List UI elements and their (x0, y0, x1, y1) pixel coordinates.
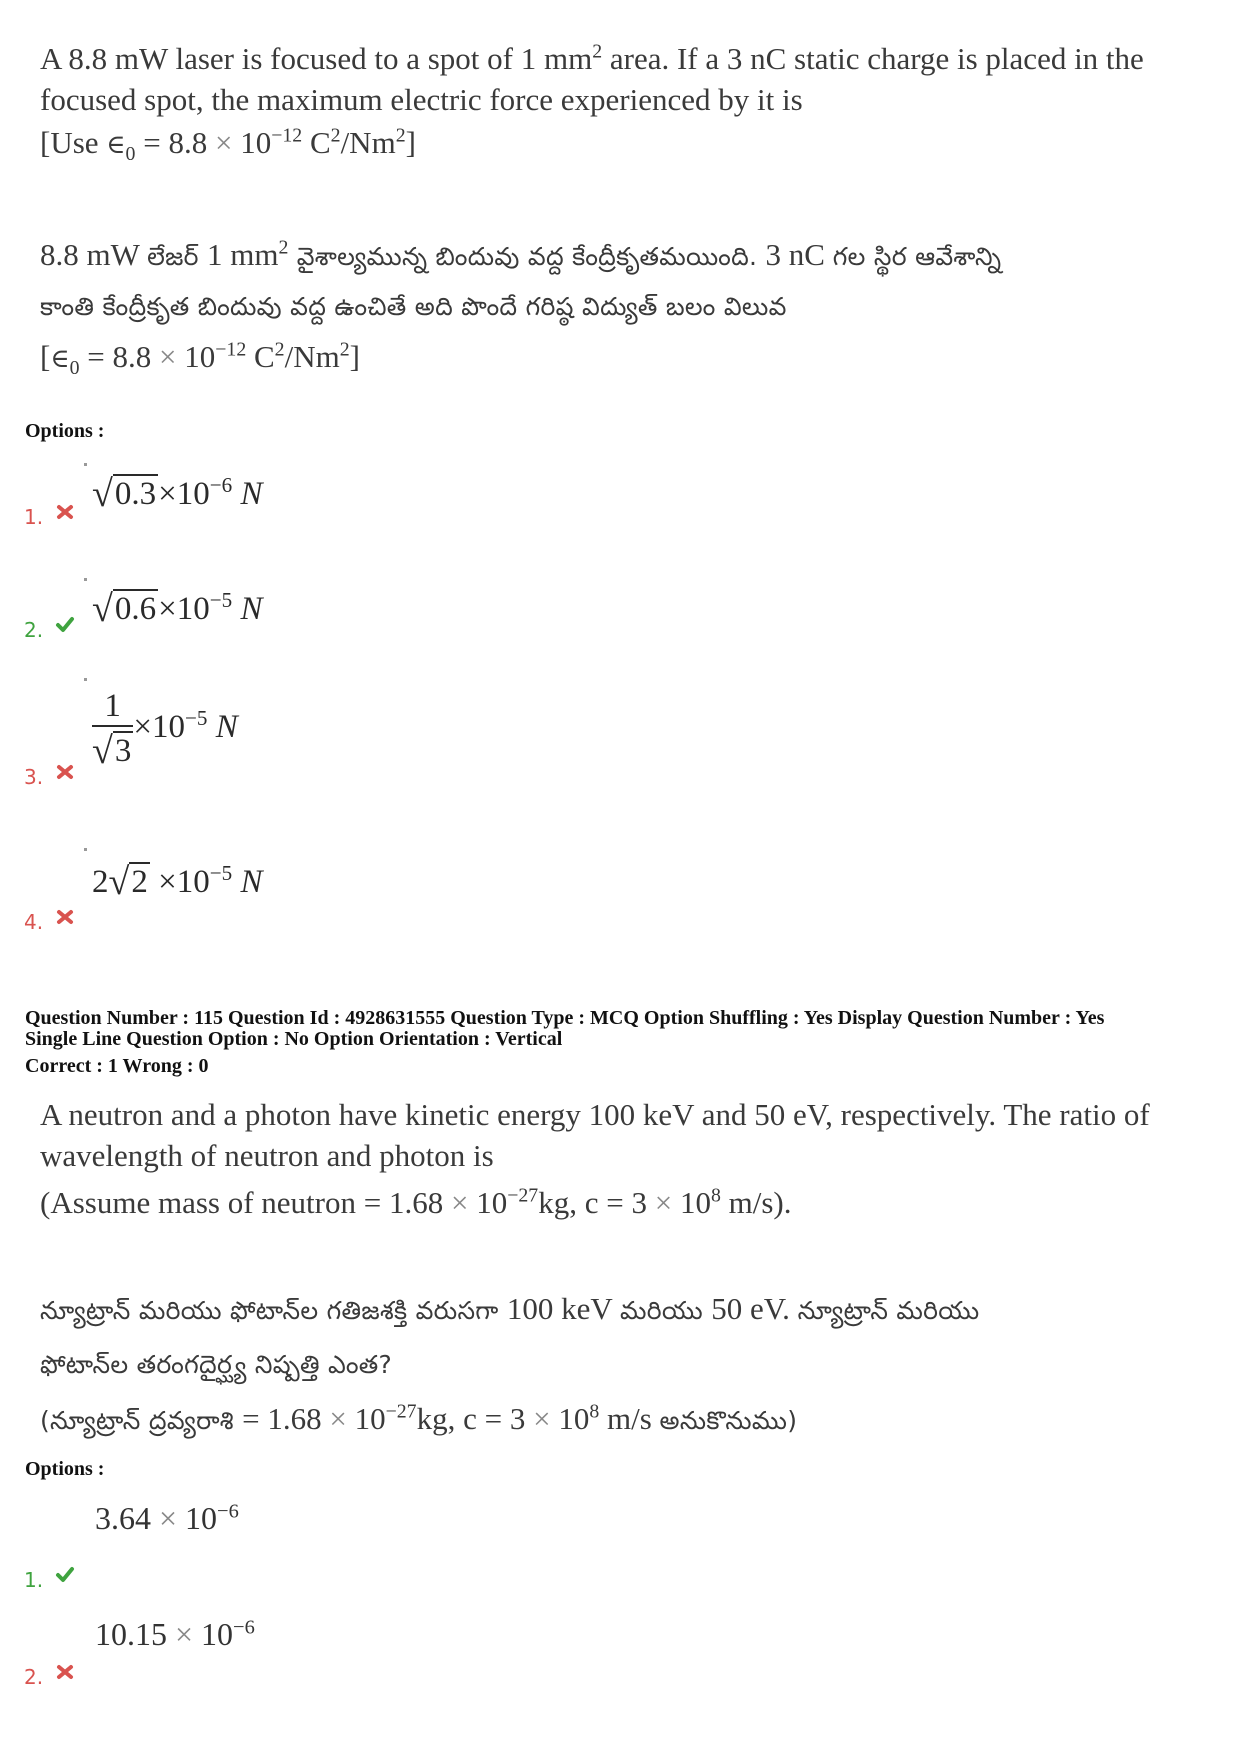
q114-option-4-formula: $2√2 \times 10^{-5}$ N (92, 861, 263, 903)
q115-option-2-number: 2. (24, 1665, 44, 1689)
q114-te-line2: కాంతి కేంద్రీకృత బిందువు వద్ద ఉంచితే అది పొందే గరిష్ఠ విద్యుత్ బలం విలువ (40, 292, 787, 321)
q115-telugu-stem (40, 1282, 1210, 1448)
q114-en-line3: [Use $\in_0 = 8.8 \times 10^{-12}$ $C^2/Nm^2$] (40, 124, 416, 166)
q115-meta-line2: Single Line Question Option : No Option Orientation : Vertical (25, 1028, 563, 1050)
q114-option-3-number: 3. (24, 765, 44, 789)
q114-te-line1: 8.8 mW లేజర్ 1 $mm^2$ వైశాల్యమున్న బిందువు వద్ద కేంద్రీకృతమయింది. 3 nC గల స్థిర ఆవేశాన్ని (40, 236, 1002, 272)
q115-english-stem (40, 1094, 1210, 1223)
q115-meta-line1: Question Number : 115 Question Id : 4928631555 Question Type : MCQ Option Shuffling : Yes Display Question Number : Yes (25, 1007, 1105, 1029)
option-dot (84, 578, 87, 581)
option-dot (84, 848, 87, 851)
check-icon (55, 1565, 75, 1585)
q114-option-2-number: 2. (24, 618, 44, 642)
cross-icon (55, 1662, 75, 1682)
q115-option-1-number: 1. (24, 1568, 44, 1592)
q115-marks: Correct : 1 Wrong : 0 (25, 1055, 209, 1077)
q115-option-1-value: $3.64 \times 10^{-6}$ (95, 1500, 239, 1536)
q115-te-line1: న్యూట్రాన్ మరియు ఫోటాన్‌ల గతిజశక్తి వరుసగా 100 keV మరియు 50 eV. న్యూట్రాన్ మరియు (40, 1291, 980, 1326)
q115-en-line2: wavelength of neutron and photon is (40, 1138, 494, 1173)
q114-options-label: Options : (25, 420, 105, 442)
q114-option-1-formula: $√0.3\times 10^{-6}$ N (92, 473, 263, 515)
q114-telugu-stem (40, 230, 1210, 384)
cross-icon (55, 762, 75, 782)
q114-option-2-formula: $√0.6\times 10^{-5}$ N (92, 588, 263, 630)
q115-en-line3: (Assume mass of neutron = $1.68 \times 10^{-27}kg$, $c = 3 \times 10^8$ m/s). (40, 1184, 792, 1220)
check-icon (55, 615, 75, 635)
q114-option-3-formula: $\frac{1}{√3}$ $\times 10^{-5}$ N (92, 688, 238, 772)
q114-en-line1: A 8.8 mW laser is focused to a spot of 1 $mm^2$ area. If a 3 nC static charge is placed in the (40, 40, 1144, 76)
q115-options-label: Options : (25, 1458, 105, 1480)
option-dot (84, 678, 87, 681)
q114-english-stem (40, 38, 1210, 165)
q115-te-line3: (న్యూట్రాన్ ద్రవ్యరాశి = $1.68 \times 10^{-27}kg$, $c = 3 \times 10^8$ m/s అనుకొనుము) (40, 1400, 798, 1436)
q114-option-1-number: 1. (24, 505, 44, 529)
q114-te-line3: [$\in_0 = 8.8 \times 10^{-12}$ $C^2/Nm^2$] (40, 338, 360, 380)
q114-option-4-number: 4. (24, 910, 44, 934)
q115-te-line2: ఫోటాన్‌ల తరంగదైర్ఘ్య నిష్పత్తి ఎంత? (40, 1350, 393, 1379)
q115-option-2-value: $10.15 \times 10^{-6}$ (95, 1616, 255, 1652)
cross-icon (55, 502, 75, 522)
option-dot (84, 463, 87, 466)
q115-en-line1: A neutron and a photon have kinetic energy 100 keV and 50 eV, respectively. The ratio of (40, 1097, 1150, 1132)
q114-en-line2: focused spot, the maximum electric force experienced by it is (40, 82, 803, 117)
cross-icon (55, 907, 75, 927)
